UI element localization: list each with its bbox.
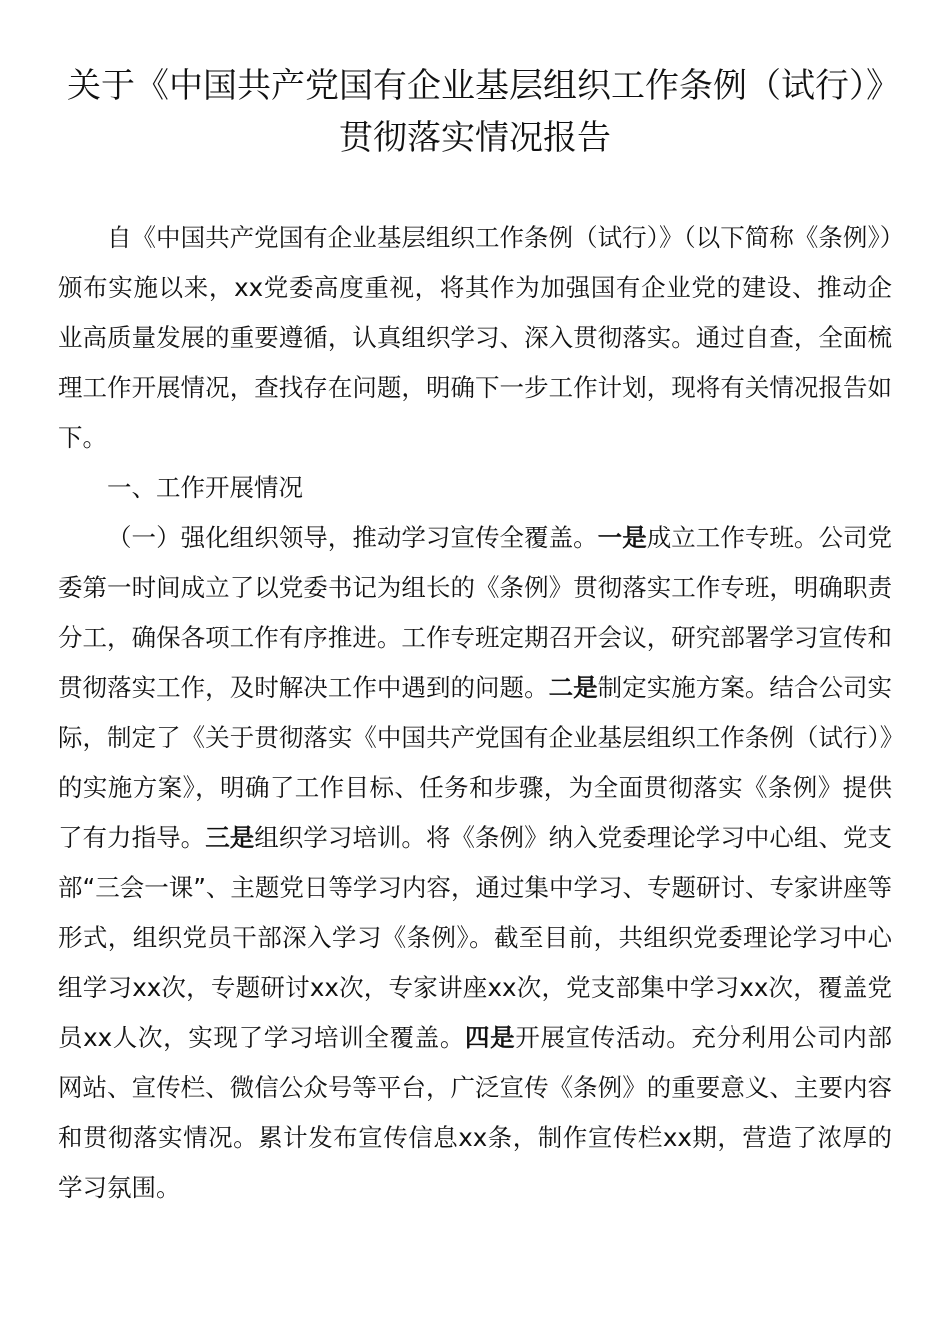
item-label: 四是 (465, 1023, 516, 1052)
item-text: 开展宣传活动。充分利用公司内部网站、宣传栏、微信公众号等平台，广泛宣传《条例》的重要意义、主要内容和贯彻落实情况。累计发布宣传信息xx条，制作宣传栏xx期，营造了浓厚的学习氛围。 (58, 1023, 892, 1202)
document-body (58, 213, 892, 1213)
item-label: 二是 (548, 673, 598, 702)
item-label: 三是 (205, 823, 255, 852)
item-text: 成立工作专班。公司党委第一时间成立了以党委书记为组长的《条例》贯彻落实工作专班，明确职责分工，确保各项工作有序推进。工作专班定期召开会议，研究部署学习宣传和贯彻落实工作，及时解决工作中遇到的问题。 (58, 523, 893, 702)
section-paragraph (58, 513, 892, 1213)
subsection-lead: （一）强化组织领导，推动学习宣传全覆盖。 (107, 523, 598, 552)
intro-paragraph: 自《中国共产党国有企业基层组织工作条例（试行）》（以下简称《条例》）颁布实施以来，xx党委高度重视，将其作为加强国有企业党的建设、推动企业高质量发展的重要遵循，认真组织学习、深入贯彻落实。通过自查，全面梳理工作开展情况，查找存在问题，明确下一步工作计划，现将有关情况报告如下。 (58, 223, 892, 452)
item-label: 一是 (597, 523, 647, 552)
section-heading: 一、工作开展情况 (107, 473, 303, 502)
document-title: 关于《中国共产党国有企业基层组织工作条例（试行）》贯彻落实情况报告 (67, 66, 883, 158)
item-text: 制定实施方案。结合公司实际，制定了《关于贯彻落实《中国共产党国有企业基层组织工作条例（试行）》的实施方案》，明确了工作目标、任务和步骤，为全面贯彻落实《条例》提供了有力指导。 (58, 673, 893, 852)
item-text: 组织学习培训。将《条例》纳入党委理论学习中心组、党支部“三会一课”、主题党日等学习内容，通过集中学习、专题研讨、专家讲座等形式，组织党员干部深入学习《条例》。截至目前，共组织党委理论学习中心组学习xx次，专题研讨xx次，专家讲座xx次，党支部集中学习xx次，覆盖党员xx人次，实现了学习培训全覆盖。 (58, 823, 893, 1052)
